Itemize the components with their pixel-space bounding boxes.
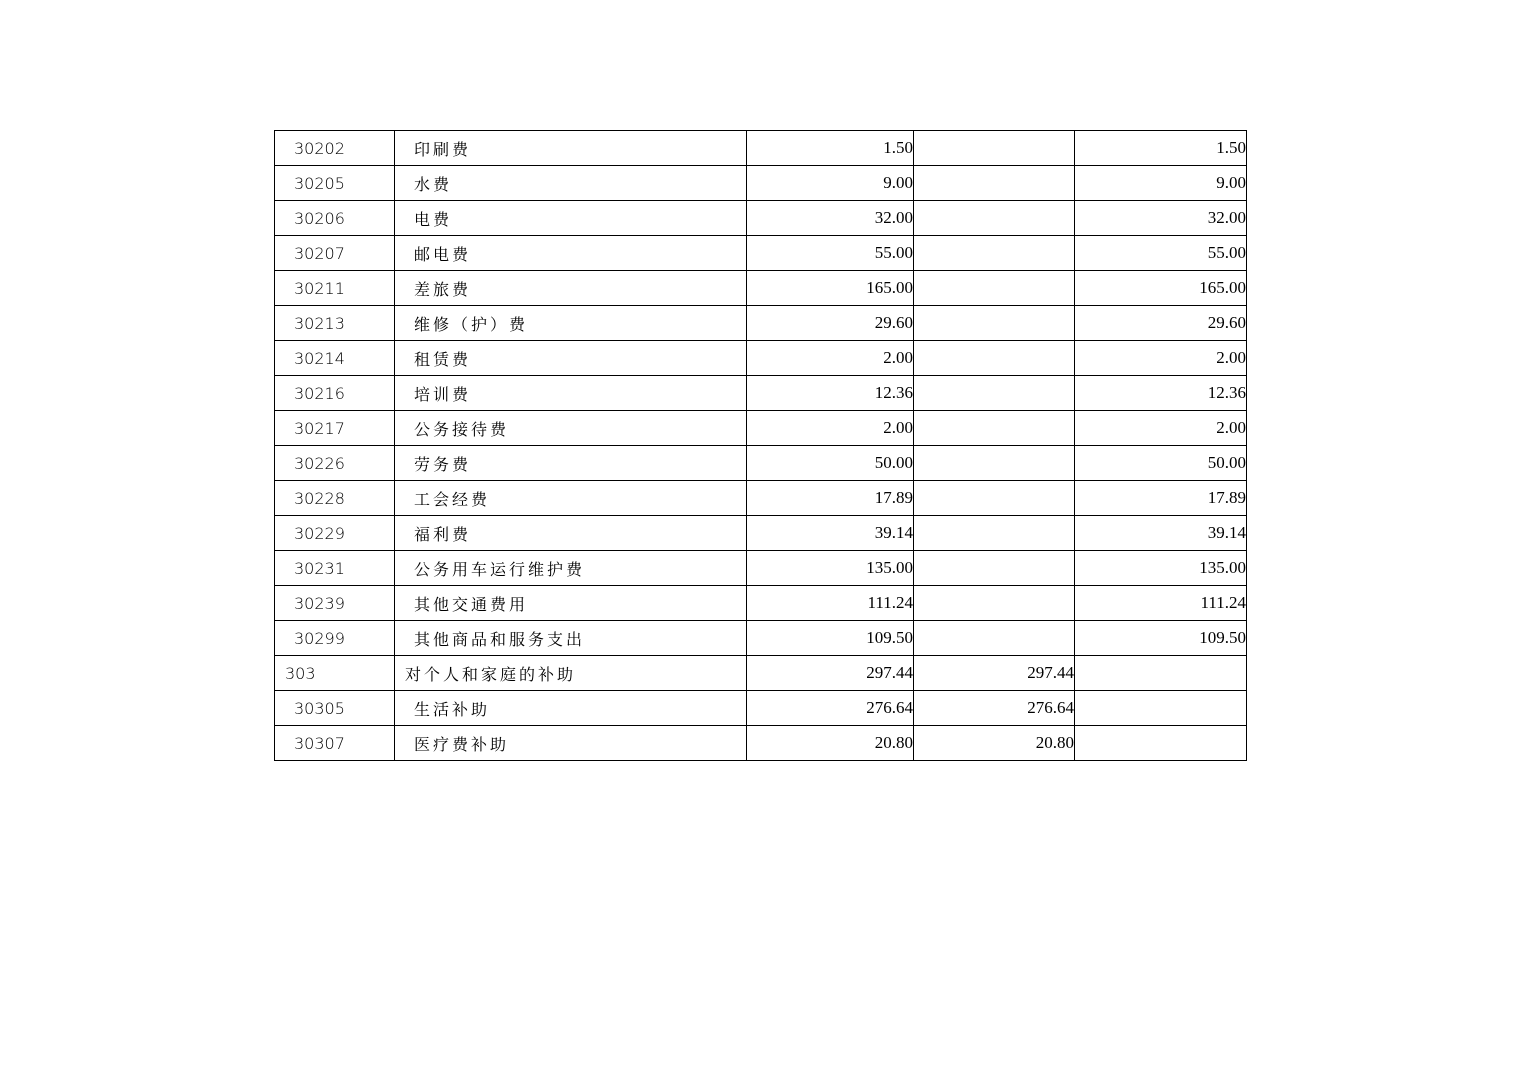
item-name-cell: 劳务费 — [395, 446, 747, 481]
project-expenditure-cell — [1075, 726, 1247, 761]
basic-expenditure-cell — [914, 306, 1075, 341]
item-name-cell: 培训费 — [395, 376, 747, 411]
expenditure-table — [274, 130, 1247, 761]
total-amount-cell: 2.00 — [747, 341, 914, 376]
economic-code-cell: 30226 — [275, 446, 395, 481]
total-amount-cell: 17.89 — [747, 481, 914, 516]
basic-expenditure-cell — [914, 236, 1075, 271]
project-expenditure-cell: 109.50 — [1075, 621, 1247, 656]
economic-code-cell: 30211 — [275, 271, 395, 306]
project-expenditure-cell: 32.00 — [1075, 201, 1247, 236]
economic-code-cell: 30229 — [275, 516, 395, 551]
table-row — [275, 516, 1247, 551]
economic-code-cell: 30214 — [275, 341, 395, 376]
project-expenditure-cell — [1075, 656, 1247, 691]
project-expenditure-cell: 111.24 — [1075, 586, 1247, 621]
item-name-cell: 生活补助 — [395, 691, 747, 726]
basic-expenditure-cell — [914, 271, 1075, 306]
project-expenditure-cell: 17.89 — [1075, 481, 1247, 516]
table-row — [275, 691, 1247, 726]
total-amount-cell: 32.00 — [747, 201, 914, 236]
item-name-cell: 电费 — [395, 201, 747, 236]
item-name-cell: 对个人和家庭的补助 — [395, 656, 747, 691]
basic-expenditure-cell — [914, 341, 1075, 376]
economic-code-cell: 30299 — [275, 621, 395, 656]
economic-code-cell: 30231 — [275, 551, 395, 586]
project-expenditure-cell: 2.00 — [1075, 341, 1247, 376]
table-row — [275, 656, 1247, 691]
table-row — [275, 201, 1247, 236]
item-name-cell: 工会经费 — [395, 481, 747, 516]
table-row — [275, 551, 1247, 586]
economic-code-cell: 30305 — [275, 691, 395, 726]
total-amount-cell: 12.36 — [747, 376, 914, 411]
project-expenditure-cell: 50.00 — [1075, 446, 1247, 481]
economic-code-cell: 30205 — [275, 166, 395, 201]
basic-expenditure-cell — [914, 376, 1075, 411]
expenditure-table-body — [275, 131, 1247, 761]
item-name-cell: 水费 — [395, 166, 747, 201]
total-amount-cell: 29.60 — [747, 306, 914, 341]
table-row — [275, 481, 1247, 516]
basic-expenditure-cell: 297.44 — [914, 656, 1075, 691]
table-row — [275, 621, 1247, 656]
project-expenditure-cell: 165.00 — [1075, 271, 1247, 306]
item-name-cell: 医疗费补助 — [395, 726, 747, 761]
basic-expenditure-cell — [914, 131, 1075, 166]
item-name-cell: 福利费 — [395, 516, 747, 551]
table-row — [275, 236, 1247, 271]
basic-expenditure-cell: 276.64 — [914, 691, 1075, 726]
economic-code-cell: 303 — [275, 656, 395, 691]
basic-expenditure-cell — [914, 411, 1075, 446]
basic-expenditure-cell — [914, 446, 1075, 481]
total-amount-cell: 50.00 — [747, 446, 914, 481]
project-expenditure-cell — [1075, 691, 1247, 726]
economic-code-cell: 30228 — [275, 481, 395, 516]
table-row — [275, 166, 1247, 201]
economic-code-cell: 30202 — [275, 131, 395, 166]
item-name-cell: 印刷费 — [395, 131, 747, 166]
basic-expenditure-cell — [914, 621, 1075, 656]
basic-expenditure-cell — [914, 166, 1075, 201]
table-row — [275, 726, 1247, 761]
total-amount-cell: 297.44 — [747, 656, 914, 691]
project-expenditure-cell: 12.36 — [1075, 376, 1247, 411]
table-row — [275, 376, 1247, 411]
table-row — [275, 131, 1247, 166]
table-row — [275, 306, 1247, 341]
item-name-cell: 其他交通费用 — [395, 586, 747, 621]
table-row — [275, 341, 1247, 376]
table-row — [275, 411, 1247, 446]
project-expenditure-cell: 2.00 — [1075, 411, 1247, 446]
project-expenditure-cell: 135.00 — [1075, 551, 1247, 586]
total-amount-cell: 55.00 — [747, 236, 914, 271]
item-name-cell: 公务接待费 — [395, 411, 747, 446]
project-expenditure-cell: 29.60 — [1075, 306, 1247, 341]
total-amount-cell: 165.00 — [747, 271, 914, 306]
total-amount-cell: 20.80 — [747, 726, 914, 761]
project-expenditure-cell: 1.50 — [1075, 131, 1247, 166]
table-row — [275, 271, 1247, 306]
project-expenditure-cell: 55.00 — [1075, 236, 1247, 271]
total-amount-cell: 1.50 — [747, 131, 914, 166]
item-name-cell: 维修（护）费 — [395, 306, 747, 341]
item-name-cell: 公务用车运行维护费 — [395, 551, 747, 586]
economic-code-cell: 30207 — [275, 236, 395, 271]
economic-code-cell: 30206 — [275, 201, 395, 236]
table-row — [275, 446, 1247, 481]
economic-code-cell: 30216 — [275, 376, 395, 411]
basic-expenditure-cell — [914, 586, 1075, 621]
economic-code-cell: 30307 — [275, 726, 395, 761]
basic-expenditure-cell — [914, 516, 1075, 551]
basic-expenditure-cell: 20.80 — [914, 726, 1075, 761]
basic-expenditure-cell — [914, 201, 1075, 236]
item-name-cell: 差旅费 — [395, 271, 747, 306]
project-expenditure-cell: 9.00 — [1075, 166, 1247, 201]
total-amount-cell: 39.14 — [747, 516, 914, 551]
item-name-cell: 其他商品和服务支出 — [395, 621, 747, 656]
total-amount-cell: 109.50 — [747, 621, 914, 656]
total-amount-cell: 276.64 — [747, 691, 914, 726]
economic-code-cell: 30239 — [275, 586, 395, 621]
item-name-cell: 邮电费 — [395, 236, 747, 271]
total-amount-cell: 111.24 — [747, 586, 914, 621]
basic-expenditure-cell — [914, 551, 1075, 586]
total-amount-cell: 135.00 — [747, 551, 914, 586]
economic-code-cell: 30217 — [275, 411, 395, 446]
basic-expenditure-cell — [914, 481, 1075, 516]
total-amount-cell: 2.00 — [747, 411, 914, 446]
item-name-cell: 租赁费 — [395, 341, 747, 376]
table-row — [275, 586, 1247, 621]
total-amount-cell: 9.00 — [747, 166, 914, 201]
economic-code-cell: 30213 — [275, 306, 395, 341]
project-expenditure-cell: 39.14 — [1075, 516, 1247, 551]
